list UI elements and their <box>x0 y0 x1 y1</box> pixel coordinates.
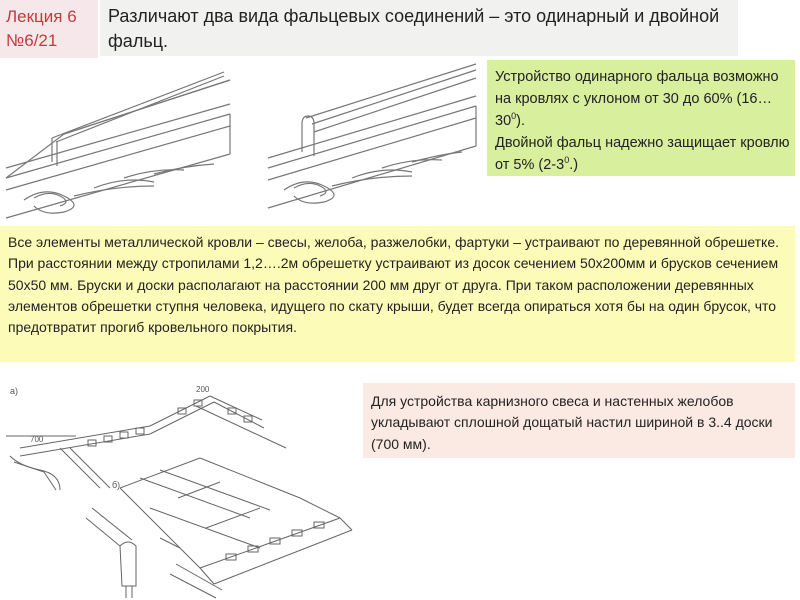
single-seam-drawing <box>4 70 236 220</box>
single-seam-text-end: ). <box>516 113 526 129</box>
degree-sup-2: 0 <box>564 155 570 166</box>
dim-700: 700 <box>30 435 44 444</box>
lecture-number: №6/21 <box>6 31 58 50</box>
slide-title: Различают два вида фальцевых соединений – это одинарный и двойной фальц. <box>108 6 720 51</box>
label-a: а) <box>10 386 19 396</box>
batten-note <box>0 226 795 362</box>
double-seam-text-end: .) <box>569 157 579 173</box>
degree-sup-1: 0 <box>511 111 517 122</box>
single-seam-text: Устройство одинарного фальца возможно на кровлях с уклоном от 30 до 60% (16…30 <box>495 69 779 129</box>
slide-title-box <box>100 0 738 56</box>
eaves-batten-drawing <box>0 378 362 600</box>
seam-slope-text <box>487 60 795 176</box>
double-seam-drawing <box>262 62 484 212</box>
seam-slope-note <box>487 60 795 176</box>
eaves-note-text: Для устройства карнизного свеса и настенных желобов укладывают сплошной дощатый настил шириной в 3..4 доски (700 мм). <box>371 393 773 452</box>
dim-200: 200 <box>196 385 210 394</box>
lecture-label: Лекция 6 <box>6 7 77 26</box>
lecture-label-box <box>0 0 98 58</box>
label-b: б) <box>112 480 121 490</box>
eaves-note <box>363 383 795 458</box>
batten-note-text: Все элементы металлической кровли – свесы, желоба, разжелобки, фартуки – устраивают по деревянной обрешетке. При расстоянии между стропилами 1,2….2м обрешетку устраивают из досок сечением 50х200мм и брусков сечением 50х50 мм. Бруски и доски располагают на расстоянии 200 мм друг от друга. При таком расположении деревянных элементов обрешетки ступня человека, идущего по скату крыши, будет всегда опираться хотя бы на один брусок, что предотвратит прогиб кровельного покрытия. <box>8 234 780 336</box>
double-seam-text: Двойной фальц надежно защищает кровлю от 5% (2-3 <box>495 135 790 173</box>
